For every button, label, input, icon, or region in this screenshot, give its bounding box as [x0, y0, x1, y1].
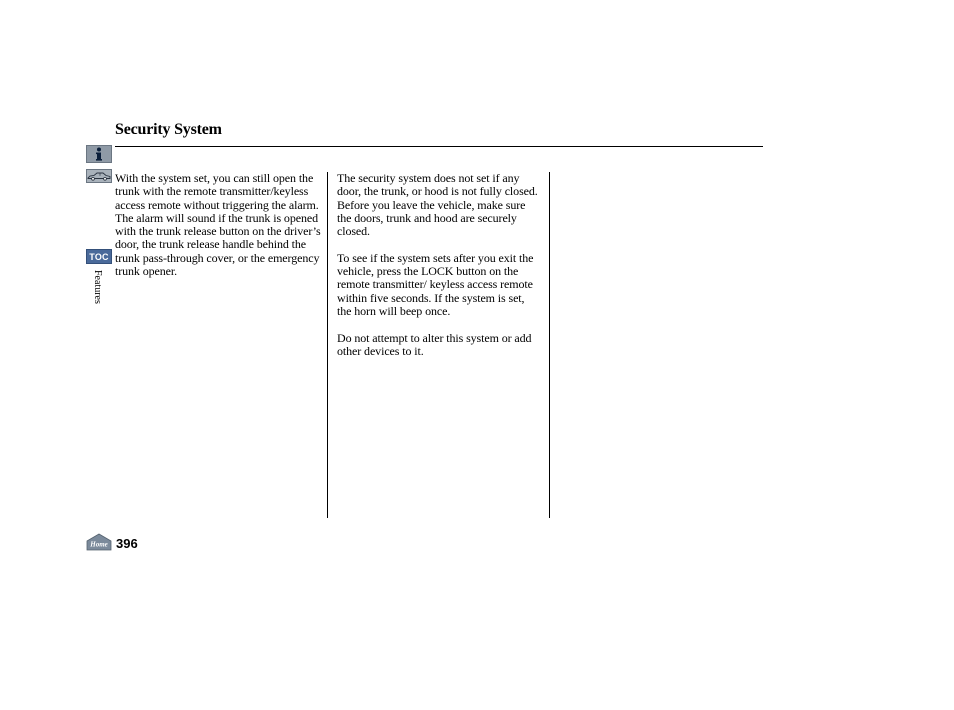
column-divider [327, 172, 328, 518]
text-column-1 [115, 172, 323, 292]
page-title: Security System [115, 121, 222, 138]
section-tab-label: Features [92, 270, 103, 304]
toc-label: TOC [89, 251, 109, 262]
car-icon [87, 171, 111, 181]
home-icon [86, 533, 112, 551]
home-button[interactable] [86, 533, 112, 551]
title-divider [115, 146, 763, 147]
paragraph: The security system does not set if any door, the trunk, or hood is not fully closed. Before you leave the vehicle, make sure the doors, trunk and hood are securely closed. [337, 171, 538, 239]
info-icon [94, 147, 104, 161]
home-label: Home [90, 540, 108, 549]
paragraph: Do not attempt to alter this system or add other devices to it. [337, 330, 532, 358]
page-number: 396 [116, 536, 138, 551]
paragraph: To see if the system sets after you exit the vehicle, press the LOCK button on the remote transmitter/ keyless access remote within five seconds. If the system is set, the horn will beep once. [337, 250, 534, 318]
paragraph: With the system set, you can still open the trunk with the remote transmitter/keyless access remote without triggering the alarm. The alarm will sound if the trunk is opened with the trunk release button on the driver’s door, the trunk release handle behind the trunk pass-through cover, or the emergency trunk opener. [115, 171, 321, 279]
column-divider [549, 172, 550, 518]
text-column-2 [337, 172, 539, 371]
toc-button[interactable] [86, 249, 112, 264]
info-button[interactable] [86, 145, 112, 163]
vehicle-index-button[interactable] [86, 169, 112, 183]
